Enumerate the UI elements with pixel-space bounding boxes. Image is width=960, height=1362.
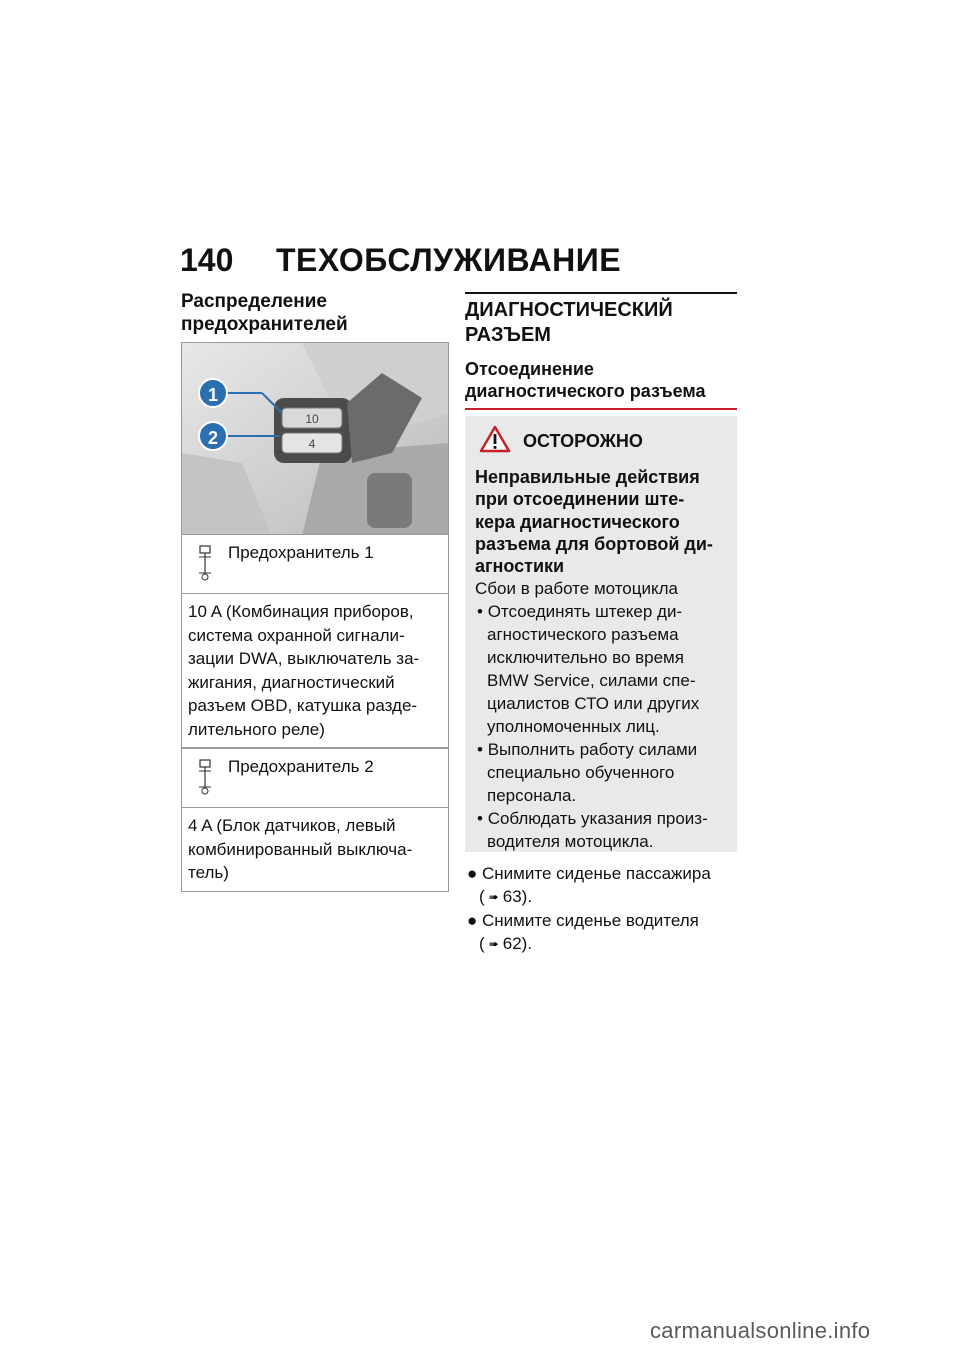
warning-consequence: Сбои в работе мотоцикла	[475, 579, 678, 599]
fuse-2-title: Предохранитель 2	[228, 757, 374, 776]
steps-list	[465, 862, 737, 956]
warning-box	[465, 416, 737, 852]
page-reference[interactable]: ( ➠ 62).	[465, 932, 737, 956]
page-ref-number: 62	[502, 934, 522, 954]
warning-heading: ОСТОРОЖНО	[523, 430, 643, 451]
page-reference[interactable]: ( ➠ 63).	[465, 885, 737, 909]
step-text: Снимите сиденье пассажира	[482, 864, 711, 883]
warning-triangle-icon	[479, 425, 511, 458]
warning-bullet-text: Соблюдать указания произ- водителя мотоцикла.	[487, 809, 708, 852]
fuse-row-head-2	[182, 748, 448, 808]
step-item: ● Снимите сиденье пассажира	[467, 864, 711, 883]
arrow-right-icon: ➠	[488, 937, 499, 952]
fuse-2-label: 4	[308, 437, 316, 451]
step-item: ● Снимите сиденье водителя	[467, 911, 699, 931]
warning-bullet-text: Отсоединять штекер ди- агностического разъема исключительно во время BMW Service, силами спе- циалистов СТО или других уполномоченных лиц.	[487, 602, 700, 737]
step-text: Снимите сиденье водителя	[482, 911, 699, 931]
page-header	[180, 240, 621, 280]
chapter-title: ТЕХОБСЛУЖИВАНИЕ	[276, 241, 622, 278]
fuse-1-title: Предохранитель 1	[228, 543, 374, 562]
warning-bullet: • Отсоединять штекер ди- агностического разъема исключительно во время BMW Service, силами спе- циалистов СТО или других уполномоченных лиц.	[477, 602, 700, 737]
callout-1: 1	[198, 378, 228, 408]
left-column	[181, 290, 449, 892]
warning-bullet-text: Выполнить работу силами специально обученного персонала.	[487, 740, 698, 806]
warning-header	[479, 426, 727, 456]
watermark: carmanualsonline.info	[650, 1318, 871, 1343]
fuse-row-head-1	[182, 535, 448, 594]
page-ref-number: 63	[502, 887, 522, 906]
section-title-fuses: Распределение предохранителей	[181, 291, 348, 335]
page-number: 140	[180, 241, 234, 278]
warning-bullet: • Выполнить работу силами специально обученного персонала.	[477, 740, 698, 806]
right-column	[465, 292, 737, 956]
fuse-icon	[182, 535, 228, 593]
fuse-1-description: 10 A (Комбинация приборов, система охранной сигнали- зации DWA, выключатель за- жигания, диагностический разъем OBD, катушка разде- лительного реле)	[182, 594, 448, 748]
fuse-2-description: 4 A (Блок датчиков, левый комбинированный выключа- тель)	[188, 816, 413, 882]
fuse-icon	[182, 749, 228, 807]
warning-title: Неправильные действия при отсоединении ште- кера диагностического разъема для бортовой ди- агностики	[475, 467, 713, 577]
warning-bullet: • Соблюдать указания произ- водителя мотоцикла.	[477, 809, 708, 852]
callout-2: 2	[198, 421, 228, 451]
arrow-right-icon: ➠	[488, 890, 499, 905]
fuse-box-figure	[181, 342, 449, 535]
section-rule	[465, 292, 737, 294]
subsection-title: Отсоединение диагностического разъема	[465, 358, 737, 410]
fuse-1-label: 10	[305, 412, 319, 426]
section-title-diagnostic: ДИАГНОСТИЧЕСКИЙ РАЗЪЕМ	[465, 299, 673, 346]
fuse-table	[181, 535, 449, 892]
